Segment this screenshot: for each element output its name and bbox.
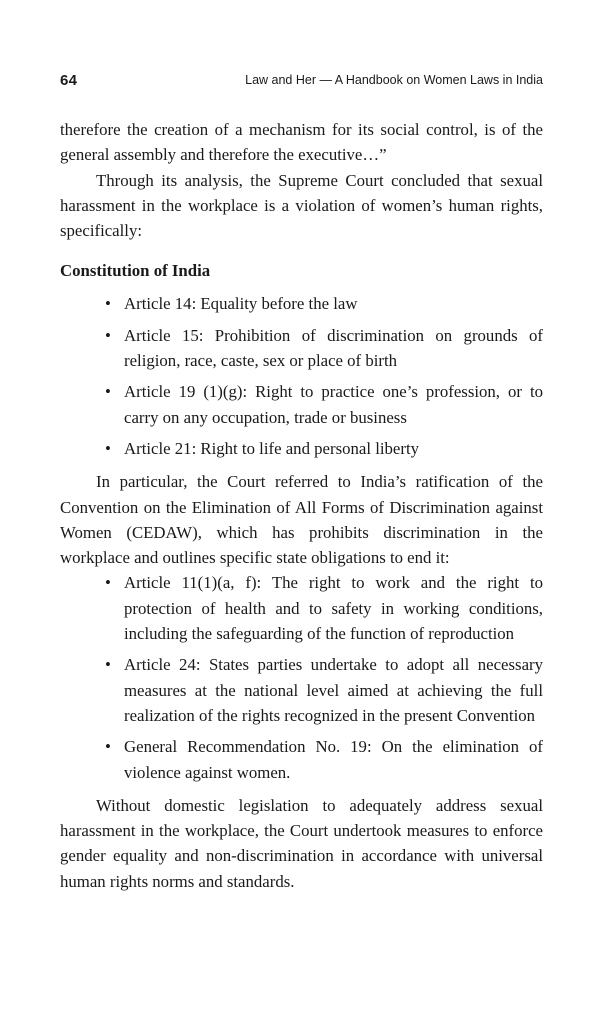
list-item-text: Article 11(1)(a, f): The right to work and the right to protection of health and to safety in working conditions, including the safeguarding of the function of reproduction: [124, 573, 543, 644]
list-item: [105, 436, 543, 461]
paragraph-conclusion: Without domestic legislation to adequately address sexual harassment in the workplace, the Court undertook measures to enforce gender equality and non-discrimination in accordance with universal human rights norms and standards.: [60, 795, 543, 891]
list-item: [105, 570, 543, 646]
cedaw-articles-list: [60, 570, 543, 784]
list-item-text: Article 14: Equality before the law: [124, 294, 358, 314]
bullet-icon: •: [105, 325, 111, 345]
body-text: [60, 117, 543, 894]
constitution-articles-list: [60, 291, 543, 461]
list-item-text: Article 21: Right to life and personal liberty: [124, 438, 419, 458]
list-item-text: Article 19 (1)(g): Right to practice one’s profession, or to carry on any occupation, trade or business: [124, 382, 543, 427]
list-item: [105, 379, 543, 430]
list-item: [105, 652, 543, 728]
bullet-icon: •: [105, 573, 111, 593]
paragraph-cedaw: In particular, the Court referred to India’s ratification of the Convention on the Elimination of All Forms of Discrimination against Women (CEDAW), which has prohibits discrimination in the workplace and outlines specific state obligations to end it:: [60, 472, 543, 568]
page-number: 64: [60, 72, 78, 89]
bullet-icon: •: [105, 737, 111, 757]
page-header: [60, 72, 543, 94]
bullet-icon: •: [105, 382, 111, 402]
list-item: [105, 291, 543, 316]
list-item-text: Article 24: States parties undertake to adopt all necessary measures at the national level aimed at achieving the full realization of the rights recognized in the present Convention: [124, 655, 543, 725]
list-item: [105, 734, 543, 785]
bullet-icon: •: [105, 294, 111, 314]
paragraph-supreme-court-analysis: Through its analysis, the Supreme Court concluded that sexual harassment in the workplace is a violation of women’s human rights, specifically:: [60, 170, 543, 241]
bullet-icon: •: [105, 438, 111, 458]
section-heading: Constitution of India: [60, 261, 211, 281]
list-item-text: Article 15: Prohibition of discrimination on grounds of religion, race, caste, sex or place of birth: [124, 325, 543, 371]
bullet-icon: •: [105, 655, 111, 675]
paragraph-continuation: therefore the creation of a mechanism for its social control, is of the general assembly and therefore the executive…”: [60, 120, 543, 165]
list-item-text: General Recommendation No. 19: On the elimination of violence against women.: [124, 737, 543, 782]
list-item: [105, 323, 543, 374]
running-title: Law and Her — A Handbook on Women Laws in India: [245, 73, 543, 87]
